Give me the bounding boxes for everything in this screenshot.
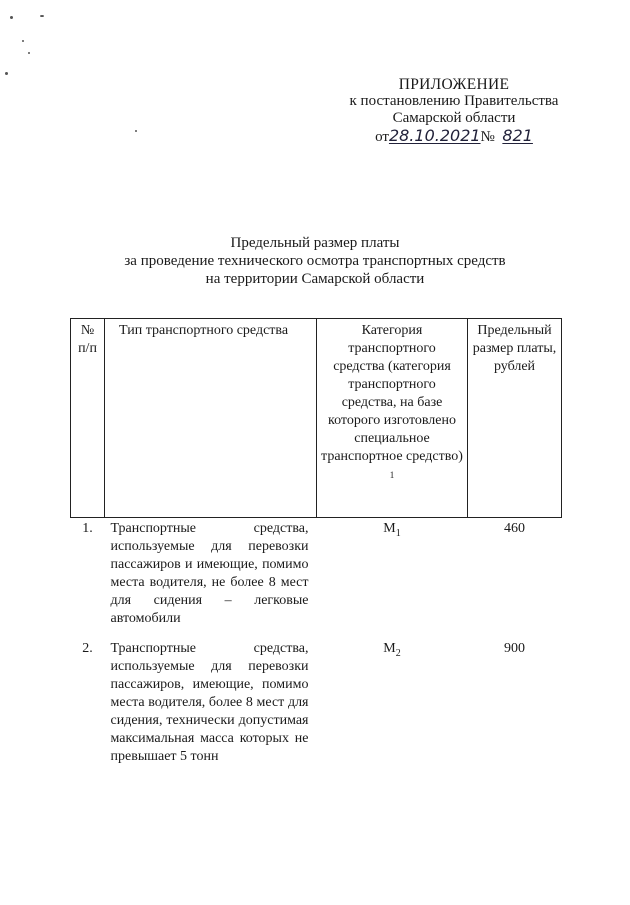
row-type: Транспортные средства, используемые для перевозки пассажиров и имеющие, помимо места водителя, не более 8 мест для сидения – легковые автомобили — [110, 521, 309, 626]
category-letter: M — [383, 521, 396, 536]
table-header-row — [71, 319, 562, 518]
header-category-text: Категория транспортного средства (категория транспортного средства, на базе которого изготовлено специальное транспортное средство) — [321, 323, 463, 464]
appendix-block — [330, 76, 578, 146]
category-letter: M — [383, 641, 396, 656]
appendix-date-line — [330, 127, 578, 146]
row-price: 900 — [504, 641, 525, 656]
category-index: 2 — [395, 647, 401, 659]
scan-speck — [40, 15, 44, 17]
category-index: 1 — [395, 527, 401, 539]
number-prefix: № — [480, 129, 495, 145]
handwritten-date: 28.10.2021 — [388, 126, 481, 145]
document-title — [100, 234, 530, 288]
row-price: 460 — [504, 521, 525, 536]
title-line-2: за проведение технического осмотра транспортных средств — [124, 253, 506, 269]
appendix-heading: ПРИЛОЖЕНИЕ — [398, 76, 510, 93]
row-num: 1. — [82, 521, 93, 536]
footnote-marker: 1 — [389, 470, 395, 480]
handwritten-number: 821 — [502, 126, 533, 145]
header-category — [317, 319, 468, 518]
header-price: Предельный размер платы, рублей — [468, 319, 562, 518]
scan-speck — [28, 52, 30, 54]
title-line-3: на территории Самарской области — [205, 271, 425, 287]
scan-speck — [10, 16, 13, 19]
row-num: 2. — [82, 641, 93, 656]
header-type: Тип транспортного средства — [105, 319, 317, 518]
scan-speck — [5, 72, 8, 75]
header-num: № п/п — [71, 319, 105, 518]
table-row — [71, 638, 562, 766]
scan-speck — [135, 130, 137, 132]
row-category — [317, 638, 468, 766]
scan-speck — [22, 40, 24, 42]
row-type: Транспортные средства, используемые для перевозки пассажиров, имеющие, помимо места водителя, более 8 мест для сидения, технически допустимая максимальная масса которых не превышает 5 тонн — [110, 641, 309, 764]
appendix-line-2: Самарской области — [392, 110, 516, 126]
date-prefix: от — [375, 129, 389, 145]
fee-table — [70, 318, 562, 766]
title-line-1: Предельный размер платы — [230, 235, 400, 251]
appendix-line-1: к постановлению Правительства — [349, 93, 559, 109]
row-category — [317, 518, 468, 639]
table-row — [71, 518, 562, 639]
